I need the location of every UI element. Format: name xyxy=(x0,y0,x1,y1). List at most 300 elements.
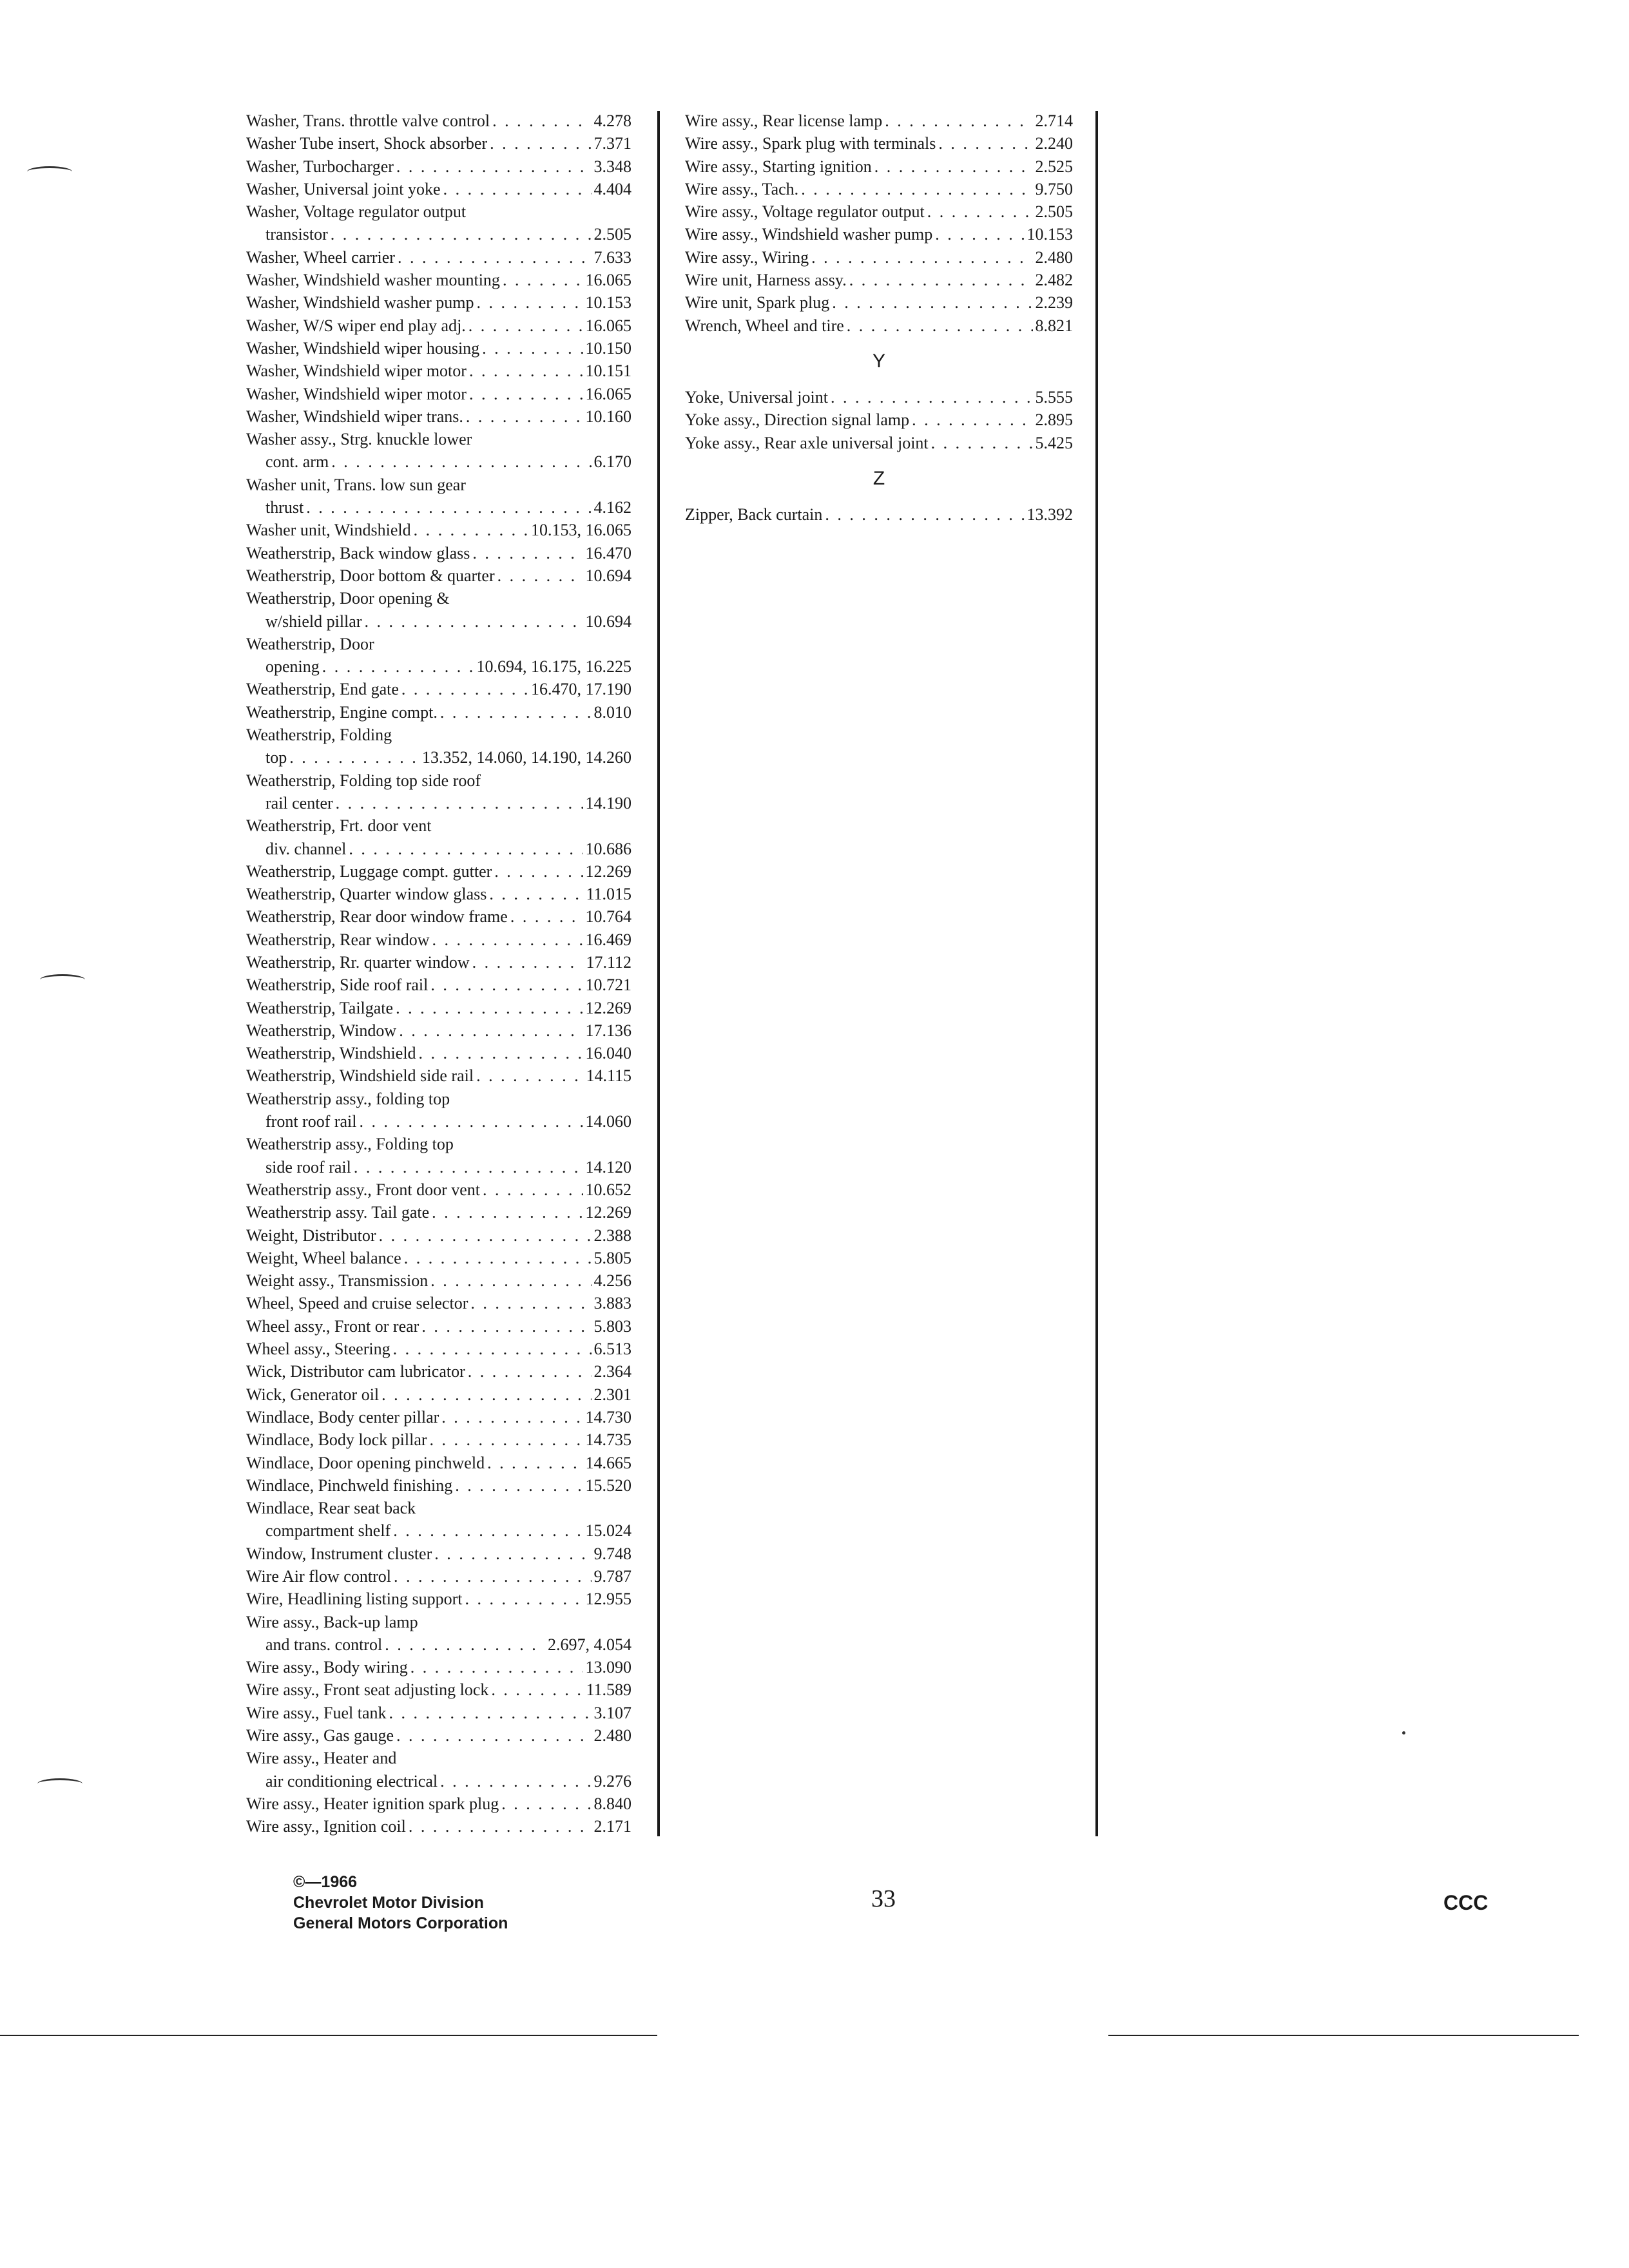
entry-page-ref: 16.470, 17.190 xyxy=(531,680,631,699)
index-entry-line xyxy=(246,1497,631,1519)
dot-leader xyxy=(398,246,592,269)
entry-page-ref: 5.425 xyxy=(1035,433,1073,452)
entry-label: Wick, Distributor cam lubricator xyxy=(246,1362,465,1381)
dot-leader xyxy=(490,132,591,155)
index-entry-continuation xyxy=(246,610,631,633)
dot-leader xyxy=(465,1588,583,1610)
entry-label: cont. arm xyxy=(265,452,329,472)
index-entry xyxy=(246,1792,631,1815)
index-entry xyxy=(246,928,631,951)
dot-leader xyxy=(483,1178,583,1201)
dot-leader xyxy=(434,1542,591,1565)
index-entry xyxy=(246,246,631,269)
index-entry xyxy=(246,1201,631,1224)
index-entry-continuation xyxy=(246,496,631,519)
index-entry-line xyxy=(246,269,631,291)
dot-leader xyxy=(477,291,583,314)
index-entry xyxy=(246,1588,631,1610)
entry-label: w/shield pillar xyxy=(265,611,362,631)
index-entry xyxy=(685,269,1073,291)
index-entry-line xyxy=(685,291,1073,314)
entry-page-ref: 2.480 xyxy=(1035,247,1073,267)
dot-leader xyxy=(831,386,1033,408)
index-entry xyxy=(685,110,1073,132)
dot-leader xyxy=(379,1224,592,1247)
entry-page-ref: 12.269 xyxy=(585,998,631,1017)
entry-page-ref: 16.469 xyxy=(585,930,631,949)
index-entry xyxy=(246,564,631,587)
entry-label: Wire assy., Gas gauge xyxy=(246,1726,394,1745)
index-entry-line xyxy=(246,633,631,655)
dot-leader xyxy=(399,1019,583,1042)
dot-leader xyxy=(472,951,584,974)
index-entry xyxy=(246,1428,631,1451)
entry-label: Washer unit, Trans. low sun gear xyxy=(246,475,466,494)
index-entry xyxy=(246,951,631,974)
index-entry-line xyxy=(246,1178,631,1201)
entry-label: Wire assy., Heater ignition spark plug xyxy=(246,1794,499,1813)
entry-label: Wire assy., Body wiring xyxy=(246,1658,408,1677)
entry-label: Washer, Trans. throttle valve control xyxy=(246,111,490,130)
entry-page-ref: 13.090 xyxy=(585,1658,631,1677)
entry-page-ref: 2.388 xyxy=(593,1225,631,1245)
entry-label: rail center xyxy=(265,793,333,812)
entry-label: Wire assy., Rear license lamp xyxy=(685,111,883,130)
index-entry xyxy=(246,360,631,382)
index-entry xyxy=(685,408,1073,431)
entry-page-ref: 4.162 xyxy=(593,498,631,517)
entry-label: compartment shelf xyxy=(265,1521,391,1541)
index-entry-line xyxy=(246,769,631,792)
entry-label: Wick, Generator oil xyxy=(246,1385,380,1404)
index-entry-line xyxy=(685,132,1073,155)
entry-page-ref: 10.153 xyxy=(1027,225,1073,244)
index-list-y xyxy=(685,386,1073,454)
entry-label: Weatherstrip, Door bottom & quarter xyxy=(246,566,495,585)
entry-page-ref: 14.060 xyxy=(585,1112,631,1131)
index-entry xyxy=(246,1133,631,1178)
index-entry-line xyxy=(246,1678,631,1701)
dot-leader xyxy=(306,496,591,519)
entry-page-ref: 2.505 xyxy=(593,225,631,244)
index-entry-line xyxy=(246,1542,631,1565)
dot-leader xyxy=(482,337,583,360)
entry-label: Wire assy., Fuel tank xyxy=(246,1703,387,1722)
entry-page-ref: 2.697, 4.054 xyxy=(548,1635,631,1654)
index-list-w xyxy=(685,110,1073,337)
entry-page-ref: 3.883 xyxy=(593,1294,631,1313)
entry-label: Wire assy., Spark plug with terminals xyxy=(685,134,936,153)
section-heading-y: Y xyxy=(872,350,885,372)
dot-leader xyxy=(487,1452,583,1474)
entry-label: opening xyxy=(265,657,320,677)
index-entry-continuation xyxy=(246,1633,631,1656)
index-entry-continuation xyxy=(246,1770,631,1792)
dot-leader xyxy=(935,223,1024,245)
dot-leader xyxy=(501,1792,591,1815)
entry-label: thrust xyxy=(265,498,304,517)
entry-label: Weatherstrip, Back window glass xyxy=(246,543,470,562)
index-entry xyxy=(246,724,631,769)
index-entry xyxy=(246,633,631,678)
dot-leader xyxy=(874,155,1033,178)
entry-page-ref: 8.010 xyxy=(593,702,631,722)
index-entry xyxy=(246,1656,631,1678)
footer-copyright-block xyxy=(293,1872,508,1934)
entry-label: Wire assy., Starting ignition xyxy=(685,157,872,176)
dot-leader xyxy=(396,1724,591,1747)
index-entry xyxy=(685,132,1073,155)
entry-page-ref: 2.301 xyxy=(593,1385,631,1404)
index-entry xyxy=(246,1247,631,1269)
dot-leader xyxy=(393,1519,583,1542)
index-entry-line xyxy=(246,291,631,314)
entry-page-ref: 14.190 xyxy=(585,793,631,812)
entry-label: Weatherstrip, Rear door window frame xyxy=(246,907,508,927)
entry-label: Weatherstrip assy., Folding top xyxy=(246,1135,454,1154)
index-entry-line xyxy=(246,814,631,837)
index-entry-line xyxy=(246,110,631,132)
entry-page-ref: 8.840 xyxy=(593,1794,631,1813)
dot-leader xyxy=(938,132,1032,155)
index-column-left xyxy=(246,110,631,1838)
index-entry xyxy=(246,814,631,860)
index-entry xyxy=(246,1497,631,1542)
binding-mark xyxy=(27,166,72,177)
dot-leader xyxy=(931,432,1033,454)
entry-page-ref: 13.392 xyxy=(1027,505,1073,524)
index-entry xyxy=(246,1611,631,1657)
entry-label: Wire assy., Front seat adjusting lock xyxy=(246,1680,489,1700)
entry-label: Washer, Windshield wiper housing xyxy=(246,338,480,358)
entry-label: Weatherstrip, End gate xyxy=(246,680,399,699)
dot-leader xyxy=(912,408,1032,431)
entry-page-ref: 5.805 xyxy=(593,1248,631,1267)
entry-page-ref: 2.895 xyxy=(1035,410,1073,430)
index-entry-line xyxy=(246,701,631,724)
index-entry-line xyxy=(685,110,1073,132)
entry-page-ref: 10.652 xyxy=(585,1180,631,1199)
dot-leader xyxy=(847,314,1033,337)
index-entry-line xyxy=(246,974,631,996)
index-entry xyxy=(685,503,1073,526)
dot-leader xyxy=(409,1815,592,1838)
entry-label: Weatherstrip, Door xyxy=(246,634,374,653)
entry-label: Yoke assy., Direction signal lamp xyxy=(685,410,910,430)
entry-page-ref: 4.278 xyxy=(593,111,631,130)
index-entry xyxy=(246,1360,631,1383)
index-entry xyxy=(246,337,631,360)
index-entry xyxy=(246,1224,631,1247)
index-entry xyxy=(246,1019,631,1042)
dot-leader xyxy=(430,1428,583,1451)
entry-label: Washer Tube insert, Shock absorber xyxy=(246,134,488,153)
entry-label: Wire, Headlining listing support xyxy=(246,1590,463,1609)
index-entry xyxy=(685,155,1073,178)
index-entry-line xyxy=(246,246,631,269)
entry-label: transistor xyxy=(265,225,328,244)
entry-page-ref: 14.665 xyxy=(585,1453,631,1472)
entry-label: Weatherstrip, Tailgate xyxy=(246,998,394,1017)
entry-page-ref: 15.024 xyxy=(585,1521,631,1541)
entry-page-ref: 2.482 xyxy=(1035,271,1073,290)
dot-leader xyxy=(497,564,583,587)
index-entry-line xyxy=(246,1338,631,1360)
index-entry-line xyxy=(246,1428,631,1451)
entry-page-ref: 13.352, 14.060, 14.190, 14.260 xyxy=(422,748,631,767)
index-entry-line xyxy=(246,997,631,1019)
index-entry-line xyxy=(246,564,631,587)
index-entry xyxy=(246,974,631,996)
entry-page-ref: 10.153 xyxy=(585,293,631,312)
index-entry xyxy=(246,1178,631,1201)
index-entry xyxy=(685,314,1073,337)
index-entry xyxy=(246,1088,631,1133)
index-entry-line xyxy=(246,519,631,541)
index-entry xyxy=(246,1383,631,1406)
index-column-right xyxy=(685,110,1073,526)
entry-page-ref: 12.269 xyxy=(585,1203,631,1222)
entry-label: Wheel, Speed and cruise selector xyxy=(246,1294,468,1313)
dot-leader xyxy=(331,223,592,245)
entry-label: Washer, Universal joint yoke xyxy=(246,179,441,198)
index-entry xyxy=(246,1815,631,1838)
dot-leader xyxy=(469,383,583,405)
index-entry xyxy=(246,1315,631,1338)
index-entry-line xyxy=(246,724,631,746)
index-entry xyxy=(246,1565,631,1588)
index-entry-line xyxy=(246,132,631,155)
entry-page-ref: 7.371 xyxy=(593,134,631,153)
entry-label: side roof rail xyxy=(265,1157,351,1177)
dot-leader xyxy=(432,928,583,951)
entry-label: Weatherstrip, Rr. quarter window xyxy=(246,952,470,972)
index-entry xyxy=(246,1747,631,1792)
entry-label: Washer, Voltage regulator output xyxy=(246,202,467,222)
entry-label: Weight, Distributor xyxy=(246,1225,376,1245)
dot-leader xyxy=(491,1678,583,1701)
dot-leader xyxy=(441,1406,583,1428)
dot-leader xyxy=(410,1656,583,1678)
dot-leader xyxy=(494,860,583,883)
dot-leader xyxy=(331,450,591,473)
index-entry xyxy=(246,178,631,200)
index-entry-line xyxy=(246,587,631,610)
dot-leader xyxy=(289,746,419,769)
entry-page-ref: 2.480 xyxy=(593,1726,631,1745)
entry-label: Weatherstrip, Windshield side rail xyxy=(246,1066,474,1086)
index-entry-line xyxy=(246,1088,631,1110)
index-entry-line xyxy=(246,405,631,428)
index-entry xyxy=(685,246,1073,269)
index-entry-line xyxy=(246,337,631,360)
dot-leader xyxy=(466,405,583,428)
dot-leader xyxy=(476,1064,583,1087)
copyright-line: ©—1966 xyxy=(293,1873,358,1891)
index-entry xyxy=(246,905,631,928)
index-entry-line xyxy=(246,155,631,178)
entry-label: Wire assy., Heater and xyxy=(246,1749,397,1768)
dot-leader xyxy=(469,360,583,382)
dot-leader xyxy=(849,269,1033,291)
dot-leader xyxy=(430,974,583,996)
index-entry-line xyxy=(246,1269,631,1292)
index-entry-line xyxy=(246,1064,631,1087)
entry-label: Weatherstrip, Engine compt. xyxy=(246,702,438,722)
index-entry-continuation xyxy=(246,792,631,814)
dot-leader xyxy=(430,1269,591,1292)
entry-page-ref: 16.065 xyxy=(585,271,631,290)
index-entry-line xyxy=(246,1474,631,1497)
entry-page-ref: 10.694 xyxy=(585,611,631,631)
index-entry-line xyxy=(246,1247,631,1269)
index-entry-line xyxy=(246,1611,631,1633)
dot-leader xyxy=(381,1383,591,1406)
entry-label: Washer, W/S wiper end play adj. xyxy=(246,316,466,335)
entry-page-ref: 6.170 xyxy=(593,452,631,472)
index-entry-line xyxy=(685,178,1073,200)
index-entry-line xyxy=(246,1452,631,1474)
entry-page-ref: 2.525 xyxy=(1035,157,1073,176)
entry-label: Washer, Windshield washer pump xyxy=(246,293,474,312)
index-entry xyxy=(246,542,631,564)
index-entry-continuation xyxy=(246,838,631,860)
index-entry-line xyxy=(246,178,631,200)
entry-label: Weatherstrip, Quarter window glass xyxy=(246,885,487,904)
index-entry-line xyxy=(685,269,1073,291)
entry-page-ref: 14.120 xyxy=(585,1157,631,1177)
entry-page-ref: 10.150 xyxy=(585,338,631,358)
dot-leader xyxy=(394,1565,592,1588)
entry-page-ref: 10.694 xyxy=(585,566,631,585)
index-entry xyxy=(246,405,631,428)
entry-page-ref: 15.520 xyxy=(585,1475,631,1495)
index-entry-continuation xyxy=(246,1156,631,1178)
scan-speck xyxy=(1402,1731,1405,1735)
index-entry xyxy=(685,291,1073,314)
index-entry xyxy=(246,269,631,291)
index-entry xyxy=(246,1678,631,1701)
entry-page-ref: 10.694, 16.175, 16.225 xyxy=(476,657,631,677)
index-entry-line xyxy=(246,883,631,905)
corporation-line: General Motors Corporation xyxy=(293,1914,508,1932)
entry-label: Weatherstrip, Luggage compt. gutter xyxy=(246,861,492,881)
index-entry xyxy=(246,383,631,405)
index-entry xyxy=(246,997,631,1019)
index-entry xyxy=(246,860,631,883)
index-entry-line xyxy=(246,1747,631,1769)
entry-page-ref: 6.513 xyxy=(593,1340,631,1359)
entry-page-ref: 9.750 xyxy=(1035,179,1073,198)
index-entry-line xyxy=(246,1292,631,1314)
entry-page-ref: 9.748 xyxy=(593,1544,631,1563)
dot-leader xyxy=(404,1247,592,1269)
index-entry-line xyxy=(246,1315,631,1338)
dot-leader xyxy=(385,1633,545,1656)
dot-leader xyxy=(472,542,583,564)
entry-label: Wire Air flow control xyxy=(246,1567,391,1586)
index-entry-line xyxy=(246,1406,631,1428)
index-entry-line xyxy=(685,432,1073,454)
index-entry xyxy=(685,200,1073,223)
entry-page-ref: 7.633 xyxy=(593,247,631,267)
entry-label: Weight assy., Transmission xyxy=(246,1271,429,1291)
entry-label: Weight, Wheel balance xyxy=(246,1248,401,1267)
index-entry-line xyxy=(246,1792,631,1815)
index-entry-line xyxy=(246,951,631,974)
entry-page-ref: 8.821 xyxy=(1035,316,1073,335)
entry-label: Weatherstrip, Folding top side roof xyxy=(246,771,481,790)
entry-label: Washer, Windshield wiper motor xyxy=(246,361,467,381)
entry-label: Wire assy., Ignition coil xyxy=(246,1817,406,1836)
index-entry xyxy=(246,110,631,132)
page-code: CCC xyxy=(1443,1891,1489,1914)
entry-page-ref: 2.505 xyxy=(1035,202,1073,222)
dot-leader xyxy=(322,655,474,678)
index-entry xyxy=(246,474,631,519)
entry-label: Wire unit, Harness assy. xyxy=(685,271,847,290)
index-entry-line xyxy=(246,1224,631,1247)
index-entry-continuation xyxy=(246,655,631,678)
index-entry-line xyxy=(685,314,1073,337)
index-entry xyxy=(246,1292,631,1314)
index-entry-line xyxy=(246,542,631,564)
entry-label: Wheel assy., Front or rear xyxy=(246,1316,419,1336)
dot-leader xyxy=(393,1338,592,1360)
entry-label: Wire assy., Voltage regulator output xyxy=(685,202,925,222)
dot-leader xyxy=(927,200,1033,223)
bottom-rule-right xyxy=(1108,2035,1579,2036)
dot-leader xyxy=(885,110,1032,132)
entry-page-ref: 10.764 xyxy=(585,907,631,927)
entry-page-ref: 9.276 xyxy=(593,1771,631,1791)
index-entry-line xyxy=(685,200,1073,223)
entry-page-ref: 14.115 xyxy=(586,1066,631,1086)
index-entry xyxy=(246,678,631,700)
index-entry xyxy=(246,1474,631,1497)
dot-leader xyxy=(468,314,583,337)
dot-leader xyxy=(396,155,592,178)
binding-mark xyxy=(40,974,85,985)
index-entry xyxy=(685,432,1073,454)
division-line: Chevrolet Motor Division xyxy=(293,1894,484,1912)
index-entry-line xyxy=(246,200,631,223)
index-entry-continuation xyxy=(246,1110,631,1133)
entry-page-ref: 10.153, 16.065 xyxy=(531,521,631,540)
dot-leader xyxy=(811,246,1032,269)
entry-label: div. channel xyxy=(265,839,347,858)
entry-label: Weatherstrip, Frt. door vent xyxy=(246,816,432,836)
entry-label: Washer, Wheel carrier xyxy=(246,247,395,267)
entry-label: Weatherstrip, Window xyxy=(246,1021,397,1040)
entry-label: Windlace, Body lock pillar xyxy=(246,1430,427,1450)
entry-page-ref: 16.470 xyxy=(585,543,631,562)
index-entry xyxy=(246,155,631,178)
index-entry-line xyxy=(246,1019,631,1042)
dot-leader xyxy=(510,905,583,928)
entry-page-ref: 16.040 xyxy=(585,1044,631,1063)
index-entry xyxy=(246,1269,631,1292)
entry-page-ref: 17.136 xyxy=(585,1021,631,1040)
entry-label: Weatherstrip assy., Front door vent xyxy=(246,1180,481,1199)
entry-label: Weatherstrip assy., folding top xyxy=(246,1089,450,1108)
index-entry xyxy=(246,1724,631,1747)
entry-page-ref: 5.803 xyxy=(593,1316,631,1336)
entry-label: Wire assy., Windshield washer pump xyxy=(685,225,933,244)
entry-label: Yoke, Universal joint xyxy=(685,387,828,407)
index-entry xyxy=(246,701,631,724)
index-entry-line xyxy=(246,1588,631,1610)
